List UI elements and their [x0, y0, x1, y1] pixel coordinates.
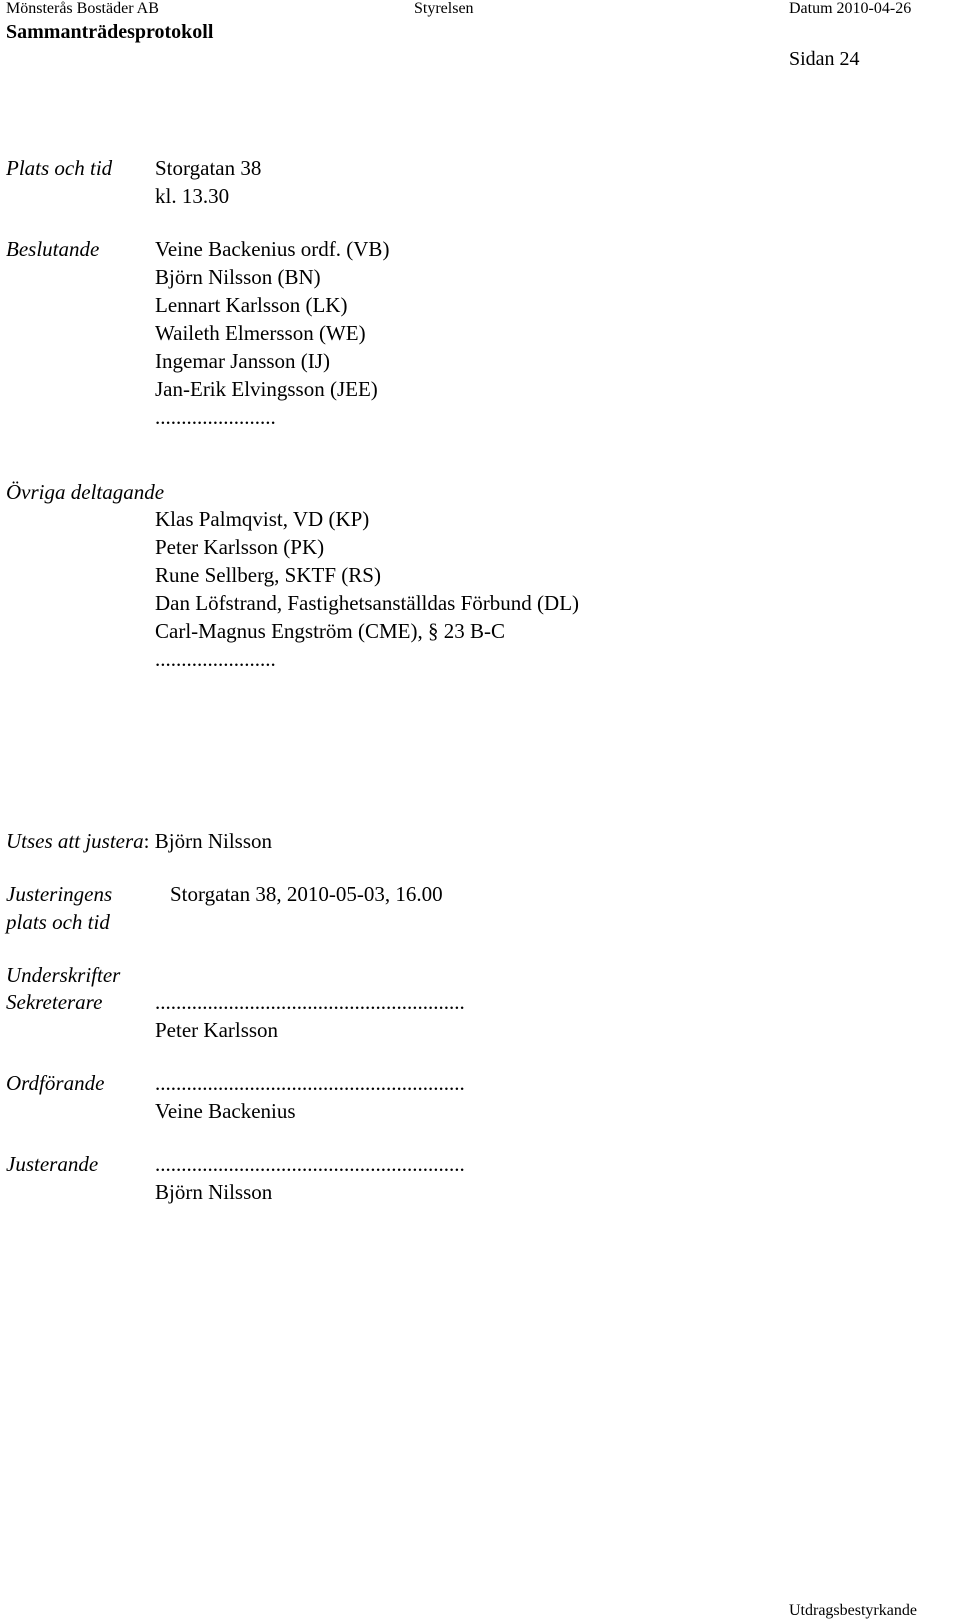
participant-item: Peter Karlsson (PK) — [155, 535, 325, 559]
others-list — [155, 505, 579, 673]
deciding-label: Beslutande — [6, 237, 100, 261]
signature-block-secretary — [155, 988, 465, 1044]
signatures-heading: Underskrifter — [6, 963, 121, 987]
participant-item: Rune Sellberg, SKTF (RS) — [155, 563, 381, 587]
adjustment-time-label-line: Justeringens — [6, 882, 113, 906]
member-item: Jan-Erik Elvingsson (JEE) — [155, 377, 378, 401]
adjustment-time-label — [6, 880, 112, 936]
participant-item: Carl-Magnus Engström (CME), § 23 B-C — [155, 619, 505, 643]
place-line: Storgatan 38 — [155, 156, 262, 180]
member-dots: ....................... — [155, 405, 276, 429]
signature-block-chair — [155, 1069, 465, 1125]
signature-name: Veine Backenius — [155, 1099, 296, 1123]
participant-item: Klas Palmqvist, VD (KP) — [155, 507, 370, 531]
page-number: Sidan 24 — [789, 48, 860, 70]
member-item: Ingemar Jansson (IJ) — [155, 349, 330, 373]
adjuster-name: : Björn Nilsson — [143, 829, 273, 853]
signature-role-secretary: Sekreterare — [6, 990, 103, 1014]
footer-certification: Utdragsbestyrkande — [789, 1602, 917, 1619]
signature-role-chair: Ordförande — [6, 1071, 105, 1095]
participant-dots: ....................... — [155, 647, 276, 671]
signature-name: Björn Nilsson — [155, 1180, 273, 1204]
participant-item: Dan Löfstrand, Fastighetsanställdas Förbund (DL) — [155, 591, 580, 615]
member-item: Waileth Elmersson (WE) — [155, 321, 366, 345]
signature-line: ........................................................... — [155, 1071, 465, 1095]
adjuster-row — [6, 827, 272, 855]
document-date: Datum 2010-04-26 — [789, 0, 912, 17]
place-lines — [155, 154, 261, 210]
adjustment-time-label-line: plats och tid — [6, 910, 110, 934]
company-name: Mönsterås Bostäder AB — [6, 0, 159, 17]
signature-line: ........................................................... — [155, 990, 465, 1014]
board-name: Styrelsen — [414, 0, 474, 17]
adjuster-label: Utses att justera — [6, 829, 144, 853]
document-type: Sammanträdesprotokoll — [6, 21, 214, 43]
signature-name: Peter Karlsson — [155, 1018, 279, 1042]
others-label: Övriga deltagande — [6, 480, 165, 504]
member-item: Veine Backenius ordf. (VB) — [155, 237, 390, 261]
place-label: Plats och tid — [6, 156, 113, 180]
signature-block-adjuster — [155, 1150, 465, 1206]
signature-line: ........................................................... — [155, 1152, 465, 1176]
member-item: Björn Nilsson (BN) — [155, 265, 321, 289]
adjustment-time-value: Storgatan 38, 2010-05-03, 16.00 — [170, 882, 443, 906]
deciding-members-list — [155, 235, 389, 431]
member-item: Lennart Karlsson (LK) — [155, 293, 348, 317]
signature-role-adjuster: Justerande — [6, 1152, 99, 1176]
place-line: kl. 13.30 — [155, 184, 230, 208]
